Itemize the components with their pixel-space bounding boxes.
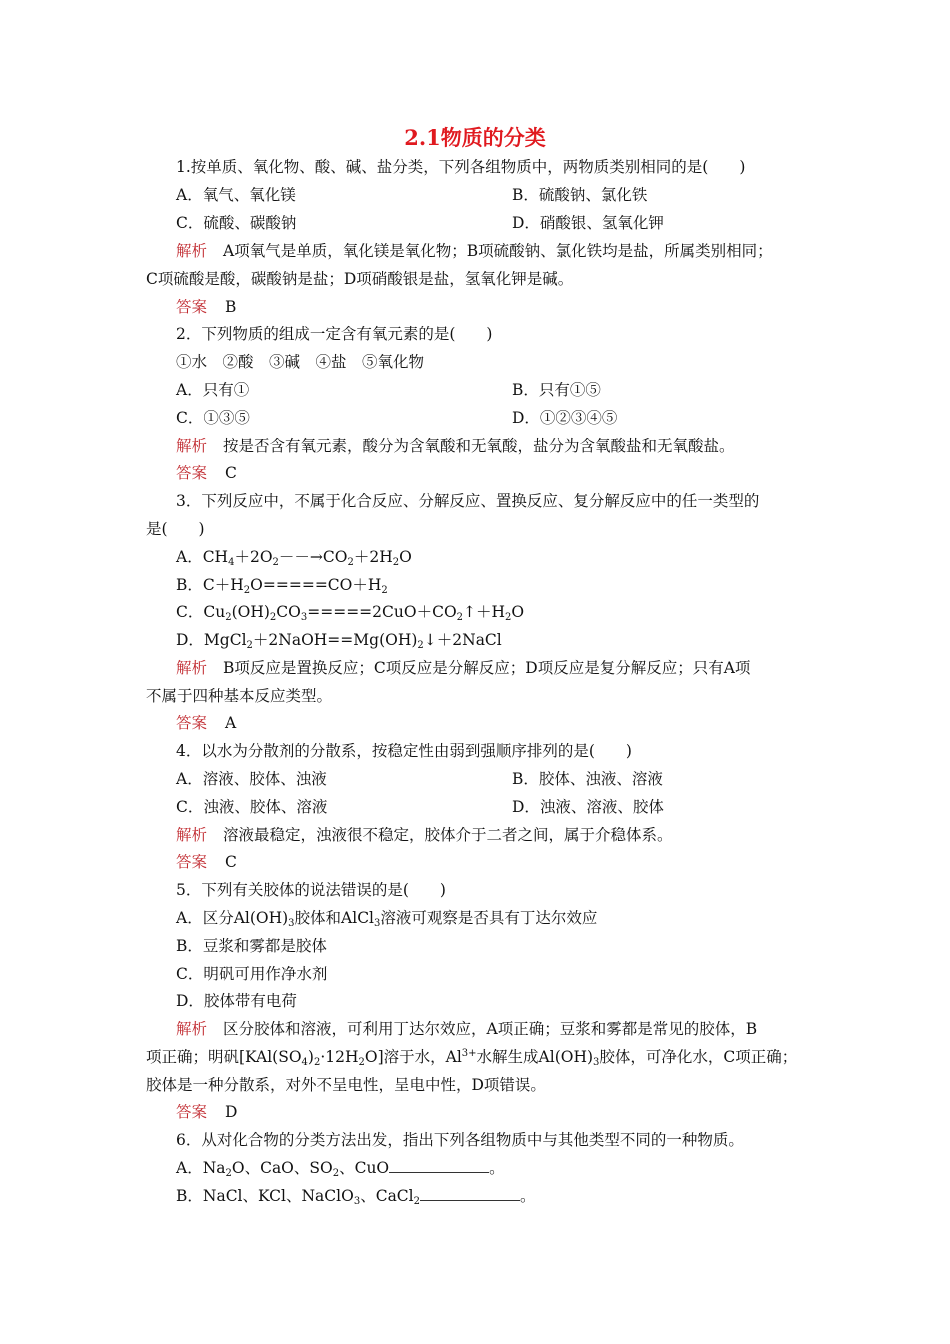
analysis-label: 解析 <box>176 1020 208 1038</box>
q1-analysis-text: A项氧气是单质，氧化镁是氧化物；B项硫酸钠、氯化铁均是盐，所属类别相同； <box>223 242 773 260</box>
analysis-label: 解析 <box>176 242 208 260</box>
q5-answer-value: D <box>225 1103 238 1121</box>
q1-answer-value: B <box>225 298 237 316</box>
q4-answer <box>176 852 237 872</box>
q2-stem: 2．下列物质的组成一定含有氧元素的是( ) <box>176 325 493 343</box>
q2-option-c: C．①③⑤ <box>176 409 250 427</box>
q5-option-a: A．区分$Al(OH)_3$胶体和AlCl$_3$溶液可观察是否具有丁达尔效应 <box>176 909 598 929</box>
q4-option-b: B．胶体、浊液、溶液 <box>512 770 663 788</box>
q3-analysis <box>176 658 750 678</box>
q2-items: ①水 ②酸 ③碱 ④盐 ⑤氧化物 <box>176 353 425 371</box>
q1-option-d: D．硝酸银、氢氧化钾 <box>512 214 664 232</box>
q6-stem: 6．从对化合物的分类方法出发，指出下列各组物质中与其他类型不同的一种物质。 <box>176 1131 744 1149</box>
q5-answer <box>176 1102 237 1122</box>
q5-stem: 5．下列有关胶体的说法错误的是( ) <box>176 881 446 899</box>
q2-analysis <box>176 436 735 456</box>
q1-analysis-cont: C项硫酸是酸，碳酸钠是盐；D项硝酸银是盐，氢氧化钾是碱。 <box>146 270 574 288</box>
q2-analysis-text: 按是否含有氧元素，酸分为含氧酸和无氧酸，盐分为含氧酸盐和无氧酸盐。 <box>223 437 735 455</box>
q2-option-a: A．只有① <box>176 381 250 399</box>
q4-stem: 4．以水为分散剂的分散系，按稳定性由弱到强顺序排列的是( ) <box>176 742 632 760</box>
q1-analysis <box>176 241 773 261</box>
analysis-label: 解析 <box>176 437 208 455</box>
q4-option-d: D．浊液、溶液、胶体 <box>512 798 664 816</box>
q2-option-d: D．①②③④⑤ <box>512 409 618 427</box>
q4-answer-value: C <box>225 853 237 871</box>
analysis-label: 解析 <box>176 659 208 677</box>
q5-analysis <box>176 1019 757 1039</box>
q6-option-a: A．$Na_2O$、CaO、$SO_2$、CuO 。 <box>176 1159 505 1179</box>
q1-answer <box>176 297 236 317</box>
answer-label: 答案 <box>176 298 208 316</box>
q3-stem-cont: 是( ) <box>146 520 205 538</box>
answer-blank[interactable] <box>420 1186 520 1201</box>
q1-option-b: B．硫酸钠、氯化铁 <box>512 186 648 204</box>
q2-answer <box>176 463 237 483</box>
q1-stem: 1.按单质、氧化物、酸、碱、盐分类，下列各组物质中，两物质类别相同的是( ) <box>176 158 746 176</box>
q3-analysis-cont: 不属于四种基本反应类型。 <box>146 687 333 705</box>
q3-option-d: D．$MgCl_2+2NaOH==Mg(OH)_2↓+2NaCl$ <box>176 631 502 651</box>
answer-label: 答案 <box>176 464 208 482</box>
q2-answer-value: C <box>225 464 237 482</box>
q4-analysis-text: 溶液最稳定，浊液很不稳定，胶体介于二者之间，属于介稳体系。 <box>223 826 673 844</box>
answer-label: 答案 <box>176 714 208 732</box>
q4-option-c: C．浊液、胶体、溶液 <box>176 798 328 816</box>
q3-option-b: B．$C+H_2O=====CO+H_2$ <box>176 576 388 596</box>
q5-option-c: C．明矾可用作净水剂 <box>176 965 328 983</box>
page-title: 2.1物质的分类 <box>404 125 546 150</box>
q3-stem: 3．下列反应中，不属于化合反应、分解反应、置换反应、复分解反应中的任一类型的 <box>176 492 760 510</box>
analysis-label: 解析 <box>176 826 208 844</box>
answer-blank[interactable] <box>389 1158 489 1173</box>
q1-option-a: A．氧气、氧化镁 <box>176 186 296 204</box>
q3-option-a: A．$CH_4+2O_2--\to CO_2+2H_2O$ <box>176 548 412 568</box>
q5-analysis-cont2: 胶体是一种分散系，对外不呈电性，呈电中性，D项错误。 <box>146 1076 546 1094</box>
q4-analysis <box>176 825 673 845</box>
answer-label: 答案 <box>176 1103 208 1121</box>
answer-label: 答案 <box>176 853 208 871</box>
q5-analysis-text: 区分胶体和溶液，可利用丁达尔效应，A项正确；豆浆和雾都是常见的胶体，B <box>223 1020 758 1038</box>
q4-option-a: A．溶液、胶体、浊液 <box>176 770 327 788</box>
q5-analysis-cont: 项正确；明矾$[KAl(SO_4)_2\cdot 12H_2O]$溶于水，$Al^{3+}$水解生成$Al(OH)_3$胶体，可净化水，C项正确； <box>146 1048 798 1068</box>
q5-option-d: D．胶体带有电荷 <box>176 992 297 1010</box>
q2-option-b: B．只有①⑤ <box>512 381 601 399</box>
q1-option-c: C．硫酸、碳酸钠 <box>176 214 297 232</box>
q3-analysis-text: B项反应是置换反应；C项反应是分解反应；D项反应是复分解反应；只有A项 <box>223 659 751 677</box>
q5-option-b: B．豆浆和雾都是胶体 <box>176 937 327 955</box>
q3-answer-value: A <box>225 714 237 732</box>
q6-option-b: B．NaCl、KCl、NaClO$_3$、CaCl$_2$ 。 <box>176 1187 536 1207</box>
q3-answer <box>176 713 236 733</box>
q3-option-c: C．$Cu_2(OH)_2CO_3=====2CuO+CO_2↑+H_2O$ <box>176 603 525 623</box>
